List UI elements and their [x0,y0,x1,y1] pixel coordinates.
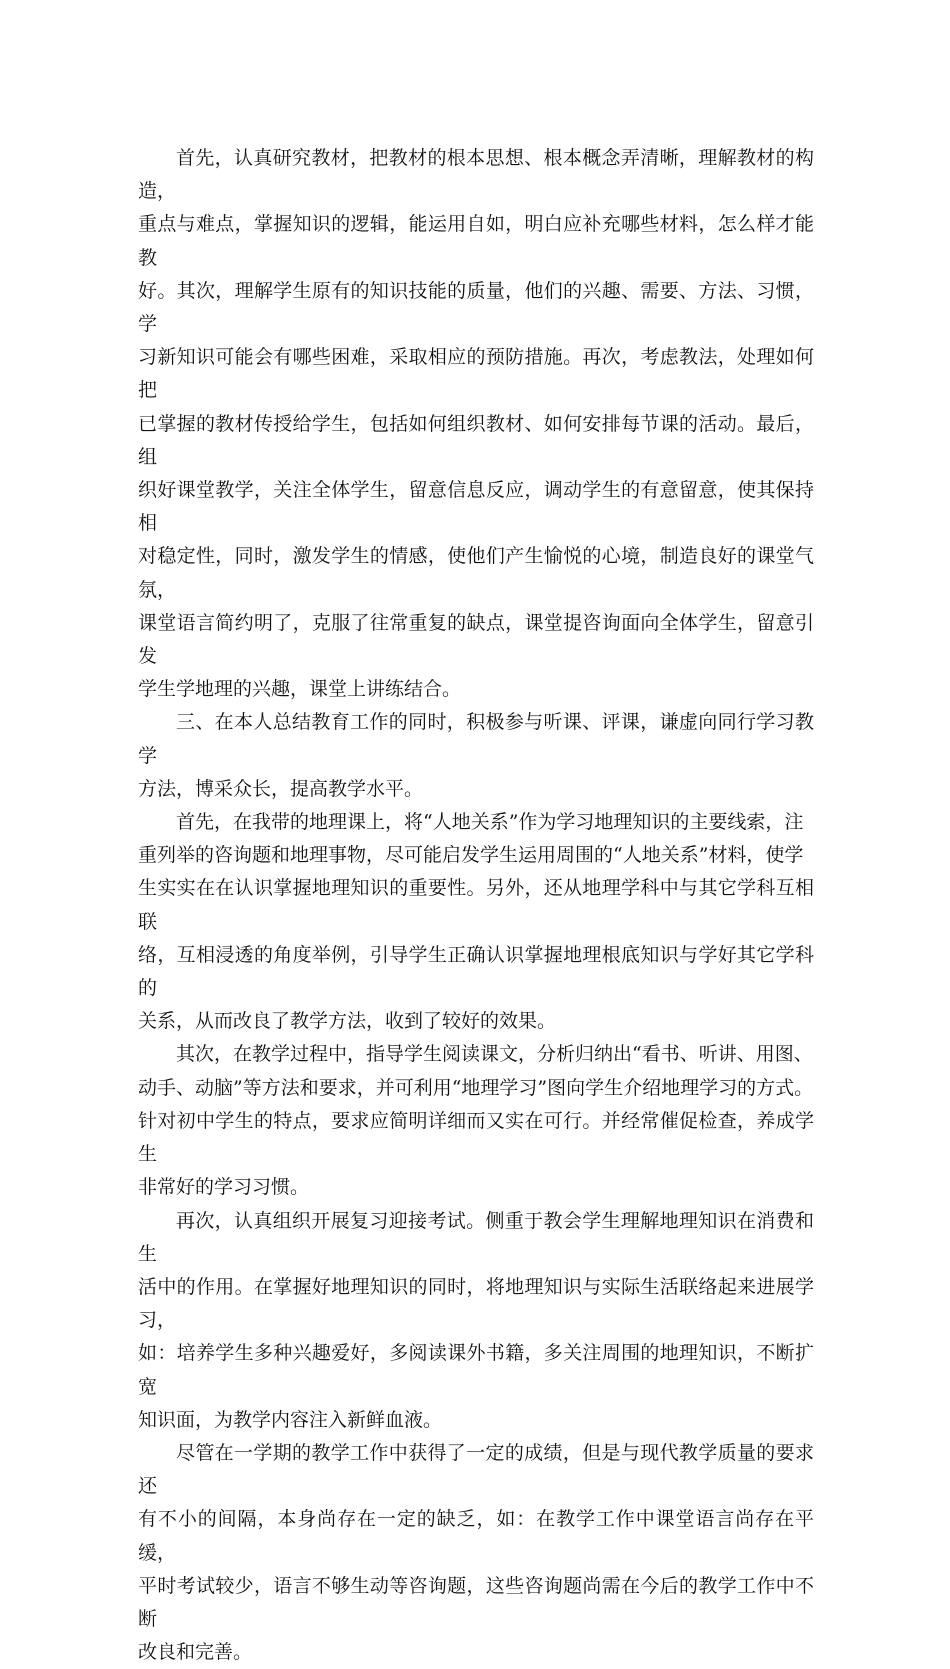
paragraph-4: 其次，在教学过程中，指导学生阅读课文，分析归纳出“看书、听讲、用图、 动手、动脑”等方法和要求，并可利用“地理学习”图向学生介绍地理学习的方式。 针对初中学生的特点，要求应简明详细而又实在可行。并经常催促检查，养成学生 非常好的学习习惯。 [138,1043,814,1199]
paragraph-3: 首先，在我带的地理课上，将“人地关系”作为学习地理知识的主要线索，注 重列举的咨询题和地理事物，尽可能启发学生运用周围的“人地关系”材料，使学 生实实在在认识掌握地理知识的重要性。另外，还从地理学科中与其它学科互相联 络，互相浸透的角度举例，引导学生正确认识掌握地理根底知识与学好其它学科的 关系，从而改良了教学方法，收到了较好的效果。 [138,811,814,1033]
paragraph-2: 三、在本人总结教育工作的同时，积极参与听课、评课，谦虚向同行学习教学 方法，博采众长，提高教学水平。 [138,711,814,800]
document-body [138,142,814,1669]
paragraph-6: 尽管在一学期的教学工作中获得了一定的成绩，但是与现代教学质量的要求还 有不小的间隔，本身尚存在一定的缺乏，如：在教学工作中课堂语言尚存在平缓， 平时考试较少，语言不够生动等咨询题，这些咨询题尚需在今后的教学工作中不断 改良和完善。 [138,1441,814,1664]
paragraph-5: 再次，认真组织开展复习迎接考试。侧重于教会学生理解地理知识在消费和生 活中的作用。在掌握好地理知识的同时，将地理知识与实际生活联络起来进展学习， 如：培养学生多种兴趣爱好，多阅读课外书籍，多关注周围的地理知识，不断扩宽 知识面，为教学内容注入新鲜血液。 [138,1209,814,1431]
paragraph-1: 首先，认真研究教材，把教材的根本思想、根本概念弄清晰，理解教材的构造， 重点与难点，掌握知识的逻辑，能运用自如，明白应补充哪些材料，怎么样才能教 好。其次，理解学生原有的知识技能的质量，他们的兴趣、需要、方法、习惯，学 习新知识可能会有哪些困难，采取相应的预防措施。再次，考虑教法，处理如何把 已掌握的教材传授给学生，包括如何组织教材、如何安排每节课的活动。最后，组 织好课堂教学，关注全体学生，留意信息反应，调动学生的有意留意，使其保持相 对稳定性，同时，激发学生的情感，使他们产生愉悦的心境，制造良好的课堂气氛， 课堂语言简约明了，克服了往常重复的缺点，课堂提咨询面向全体学生，留意引发 学生学地理的兴趣，课堂上讲练结合。 [138,147,814,701]
